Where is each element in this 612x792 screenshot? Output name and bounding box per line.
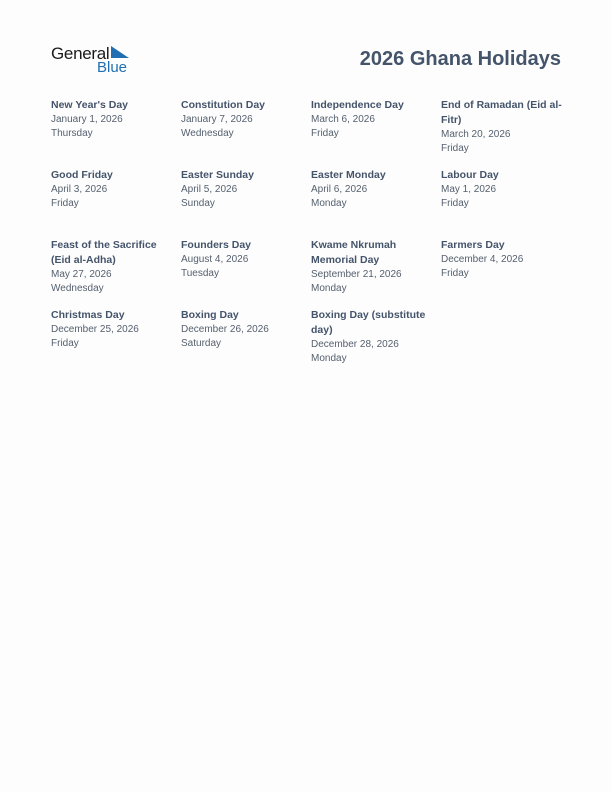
holiday-weekday: Sunday [181,198,215,209]
holiday-entry [311,238,433,296]
holiday-weekday: Friday [51,338,79,349]
holiday-date: January 1, 2026 [51,114,123,125]
logo-triangle-icon [111,46,129,60]
holiday-entry [311,168,433,211]
holiday-entry [181,98,303,141]
holiday-date: January 7, 2026 [181,114,253,125]
holiday-entry [181,168,303,211]
holiday-name: Founders Day [181,239,252,251]
holiday-weekday: Monday [311,283,347,294]
holiday-entry [311,308,433,366]
holiday-date: May 27, 2026 [51,269,112,280]
holiday-date: April 6, 2026 [311,184,368,195]
holiday-date: December 25, 2026 [51,324,139,335]
holiday-weekday: Thursday [51,128,93,139]
holiday-weekday: Monday [311,353,347,364]
holiday-date: March 6, 2026 [311,114,375,125]
holiday-entry [311,98,433,141]
holiday-weekday: Friday [51,198,79,209]
holiday-name: End of Ramadan (Eid al-Fitr) [441,99,562,126]
holiday-name: Labour Day [441,169,499,181]
holiday-entry [181,238,303,281]
holiday-name: Feast of the Sacrifice (Eid al-Adha) [51,239,157,266]
holiday-entry [441,98,563,156]
holiday-date: April 3, 2026 [51,184,108,195]
holiday-weekday: Friday [441,268,469,279]
holiday-weekday: Wednesday [181,128,234,139]
holiday-date: March 20, 2026 [441,129,511,140]
holiday-date: May 1, 2026 [441,184,497,195]
holiday-date: April 5, 2026 [181,184,238,195]
holiday-weekday: Tuesday [181,268,219,279]
holiday-weekday: Saturday [181,338,222,349]
holiday-name: Easter Monday [311,169,386,181]
holiday-name: Constitution Day [181,99,265,111]
holiday-name: Easter Sunday [181,169,254,181]
holiday-name: Boxing Day [181,309,239,321]
holiday-weekday: Wednesday [51,283,104,294]
holiday-name: New Year's Day [51,99,129,111]
holiday-name: Kwame Nkrumah Memorial Day [311,239,397,266]
holiday-entry [51,98,173,141]
holiday-name: Farmers Day [441,239,505,251]
holiday-weekday: Friday [441,198,469,209]
holiday-weekday: Friday [311,128,339,139]
holiday-name: Good Friday [51,169,113,181]
holiday-date: December 26, 2026 [181,324,269,335]
holiday-weekday: Friday [441,143,469,154]
holiday-date: September 21, 2026 [311,269,402,280]
holiday-entry [51,238,173,296]
holiday-entry [51,168,173,211]
logo-blue-text: Blue [97,59,128,76]
holiday-name: Christmas Day [51,309,125,321]
holiday-name: Boxing Day (substitute day) [311,309,426,336]
holiday-name: Independence Day [311,99,404,111]
holiday-weekday: Monday [311,198,347,209]
holiday-entry [441,238,563,281]
holiday-entry [51,308,173,351]
logo [51,44,141,78]
page-title: 2026 Ghana Holidays [359,48,561,70]
holiday-date: December 4, 2026 [441,254,524,265]
holiday-date: December 28, 2026 [311,339,399,350]
logo-general-text: General [51,44,110,63]
holiday-entry [181,308,303,351]
holiday-date: August 4, 2026 [181,254,249,265]
holiday-entry [441,168,563,211]
